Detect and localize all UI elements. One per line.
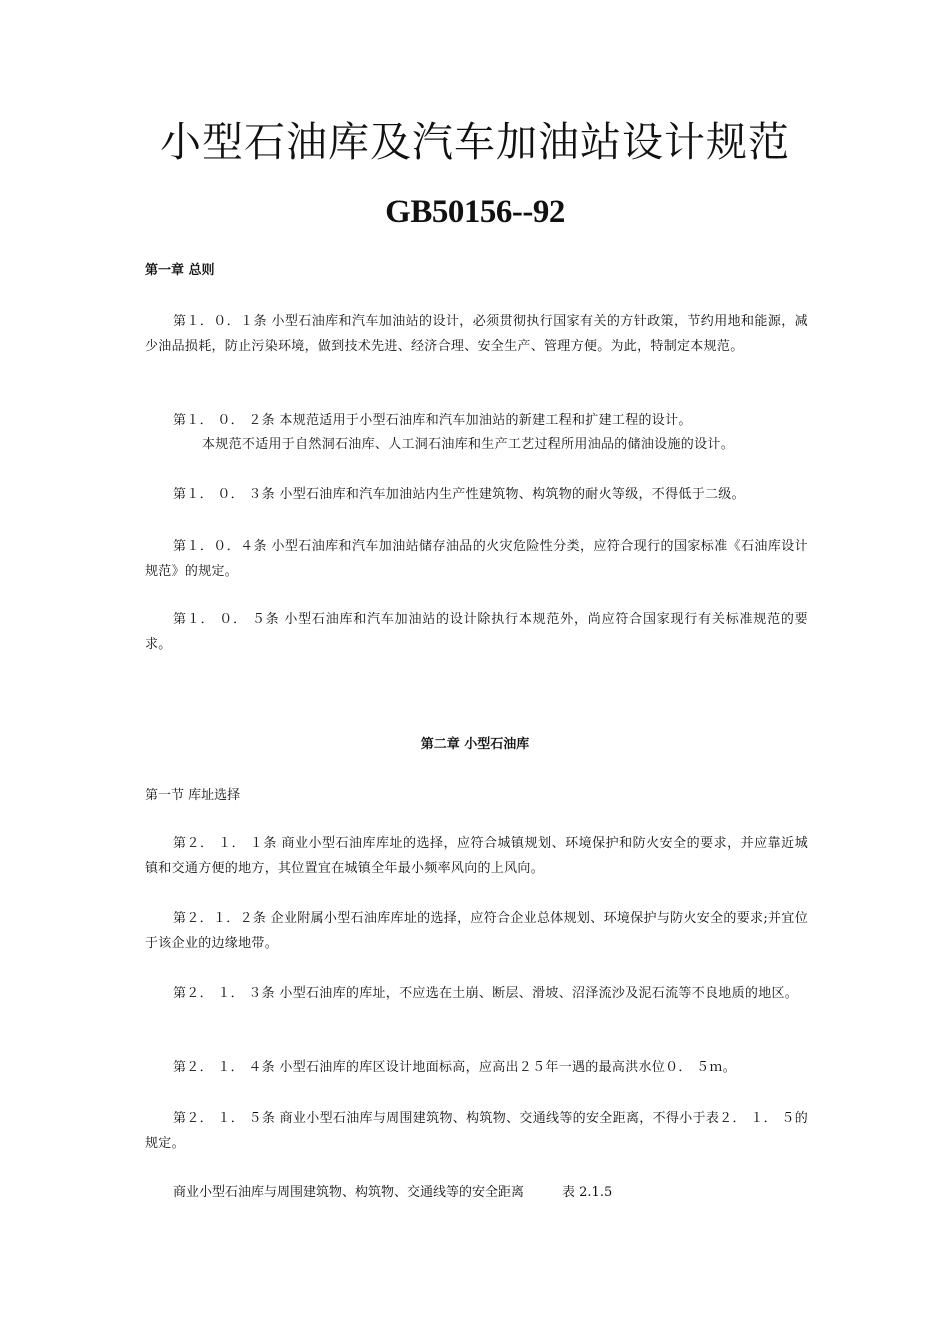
chapter-1-heading: 第一章 总则 [145, 263, 215, 278]
chapter-2-heading: 第二章 小型石油库 [420, 737, 530, 752]
clause-2-1-1: 第２． １． １条 商业小型石油库库址的选择，应符合城镇规划、环境保护和防火安全的要求，并应靠近城镇和交通方便的地方，其位置宜在城镇全年最小频率风向的上风向。 [145, 836, 808, 876]
table-caption [173, 1183, 612, 1203]
section-1-heading: 第一节 库址选择 [145, 788, 241, 803]
clause-2-1-2: 第２．１．２条 企业附属小型石油库库址的选择，应符合企业总体规划、环境保护与防火安全的要求;并宜位于该企业的边缘地带。 [145, 911, 808, 951]
clause-1-0-5: 第１． ０． ５条 小型石油库和汽车加油站的设计除执行本规范外，尚应符合国家现行有关标准规范的要求。 [145, 612, 808, 652]
table-caption-text: 商业小型石油库与周围建筑物、构筑物、交通线等的安全距离 [173, 1185, 525, 1200]
standard-code: GB50156--92 [385, 194, 565, 230]
clause-1-0-4: 第１．０．４条 小型石油库和汽车加油站储存油品的火灾危险性分类，应符合现行的国家标准《石油库设计规范》的规定。 [145, 539, 808, 579]
table-number: 表 2.1.5 [562, 1185, 613, 1200]
clause-1-0-2: 第１． ０． ２条 本规范适用于小型石油库和汽车加油站的新建工程和扩建工程的设计。 [173, 413, 692, 428]
clause-1-0-2-note: 本规范不适用于自然洞石油库、人工洞石油库和生产工艺过程所用油品的储油设施的设计。 [202, 437, 735, 452]
clause-1-0-3: 第１． ０． ３条 小型石油库和汽车加油站内生产性建筑物、构筑物的耐火等级，不得低于二级。 [173, 487, 745, 502]
clause-2-1-5: 第２． １． ５条 商业小型石油库与周围建筑物、构筑物、交通线等的安全距离，不得小于表２． １． ５的规定。 [145, 1111, 808, 1151]
document-title: 小型石油库及汽车加油站设计规范 [160, 118, 790, 166]
clause-1-0-1: 第１．０．１条 小型石油库和汽车加油站的设计，必须贯彻执行国家有关的方针政策，节约用地和能源，减少油品损耗，防止污染环境，做到技术先进、经济合理、安全生产、管理方便。为此，特制定本规范。 [145, 314, 808, 354]
clause-2-1-4: 第２． １． ４条 小型石油库的库区设计地面标高，应高出２５年一遇的最高洪水位０． ５ｍ。 [173, 1060, 737, 1075]
clause-2-1-3: 第２． １． ３条 小型石油库的库址，不应选在土崩、断层、滑坡、沼泽流沙及泥石流等不良地质的地区。 [173, 986, 799, 1001]
